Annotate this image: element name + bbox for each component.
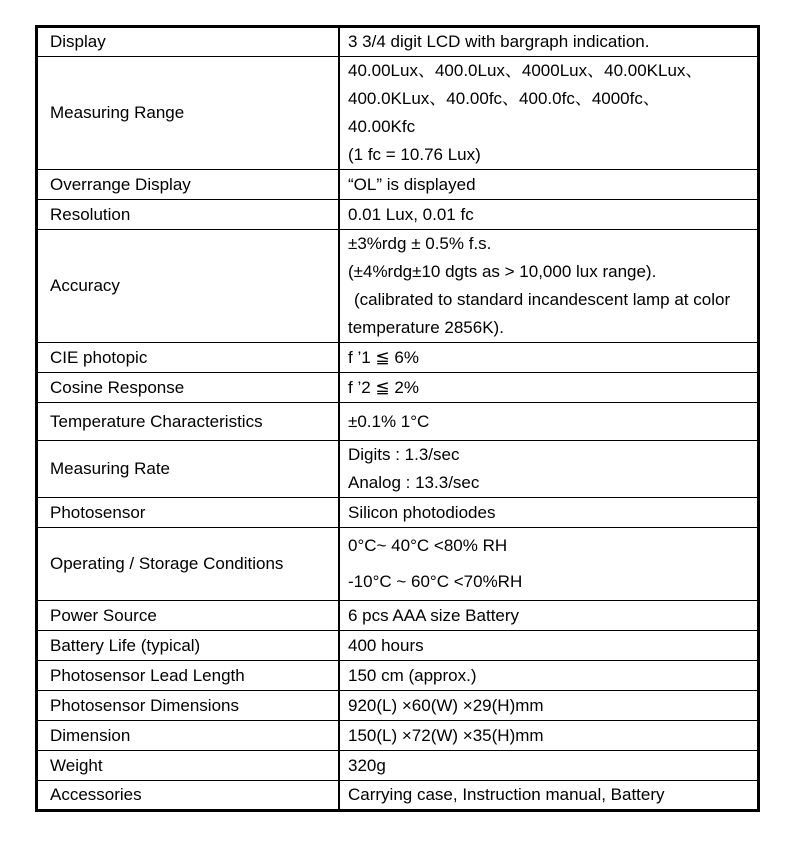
spec-value-line: f ’1 ≦ 6% [348,347,419,367]
spec-value-line: ±3%rdg ± 0.5% f.s. [348,234,492,253]
spec-row-measuring-range [37,57,759,170]
spec-value-line: 0.01 Lux, 0.01 fc [348,204,474,224]
spec-value [339,751,759,781]
spec-value [339,441,759,498]
spec-label: Photosensor Dimensions [37,691,340,721]
spec-row-battery-life [37,631,759,661]
spec-row-cie-photopic [37,343,759,373]
spec-label: Temperature Characteristics [37,403,340,441]
spec-row-weight [37,751,759,781]
spec-row-temperature-characteristics [37,403,759,441]
spec-label: Accuracy [37,230,340,343]
spec-value [339,27,759,57]
spec-label: Photosensor [37,498,340,528]
spec-label: Measuring Rate [37,441,340,498]
spec-label: Overrange Display [37,170,340,200]
spec-value [339,373,759,403]
spec-label: Measuring Range [37,57,340,170]
spec-value [339,631,759,661]
spec-row-accessories [37,781,759,811]
spec-value-line: 150(L) ×72(W) ×35(H)mm [348,725,544,745]
spec-label: Weight [37,751,340,781]
spec-label: Photosensor Lead Length [37,661,340,691]
spec-value [339,691,759,721]
spec-value [339,230,759,343]
spec-row-dimension [37,721,759,751]
spec-row-operating-storage-conditions [37,528,759,601]
spec-label: Operating / Storage Conditions [37,528,340,601]
specifications-table [35,25,760,812]
spec-row-photosensor [37,498,759,528]
spec-value-line: Analog : 13.3/sec [348,473,480,492]
spec-value [339,403,759,441]
spec-value-line: 0°C~ 40°C <80% RH [348,536,508,555]
spec-value-line: Silicon photodiodes [348,502,496,522]
spec-value [339,601,759,631]
spec-row-power-source [37,601,759,631]
spec-row-overrange-display [37,170,759,200]
spec-value-line: 40.00Lux、400.0Lux、4000Lux、40.00KLux、 [348,61,703,80]
spec-label: Display [37,27,340,57]
spec-value [339,170,759,200]
spec-value-line: 150 cm (approx.) [348,665,477,685]
spec-value [339,498,759,528]
spec-value-line: f ’2 ≦ 2% [348,377,419,397]
spec-value-line: ±0.1% 1°C [348,411,430,431]
spec-value-line: (±4%rdg±10 dgts as > 10,000 lux range). [348,262,657,281]
spec-label: Cosine Response [37,373,340,403]
spec-value-line: (calibrated to standard incandescent lamp at color [354,290,731,309]
spec-value [339,200,759,230]
spec-value [339,528,759,601]
spec-label: Resolution [37,200,340,230]
spec-label: Accessories [37,781,340,811]
spec-value-line: 6 pcs AAA size Battery [348,605,520,625]
spec-value [339,57,759,170]
spec-value-line: “OL” is displayed [348,174,476,194]
spec-value-line: temperature 2856K). [348,318,504,337]
spec-value [339,781,759,811]
spec-value-line: 3 3/4 digit LCD with bargraph indication. [348,32,650,51]
spec-value [339,661,759,691]
spec-value [339,343,759,373]
spec-row-measuring-rate [37,441,759,498]
spec-label: Battery Life (typical) [37,631,340,661]
spec-label: CIE photopic [37,343,340,373]
spec-value-line: (1 fc = 10.76 Lux) [348,145,481,164]
spec-row-photosensor-dimensions [37,691,759,721]
spec-value-line: Carrying case, Instruction manual, Battery [348,785,665,804]
spec-value-line: 400.0KLux、40.00fc、400.0fc、4000fc、 [348,89,660,108]
spec-label: Power Source [37,601,340,631]
spec-row-display [37,27,759,57]
spec-value-line: Digits : 1.3/sec [348,445,460,464]
spec-value-line: 920(L) ×60(W) ×29(H)mm [348,695,544,715]
spec-value-line: 320g [348,755,386,775]
spec-value-line: 400 hours [348,635,424,655]
spec-value-line: 40.00Kfc [348,117,416,136]
spec-row-resolution [37,200,759,230]
spec-row-accuracy [37,230,759,343]
spec-value [339,721,759,751]
spec-label: Dimension [37,721,340,751]
spec-row-cosine-response [37,373,759,403]
spec-row-photosensor-lead-length [37,661,759,691]
spec-value-line: -10°C ~ 60°C <70%RH [348,572,523,591]
